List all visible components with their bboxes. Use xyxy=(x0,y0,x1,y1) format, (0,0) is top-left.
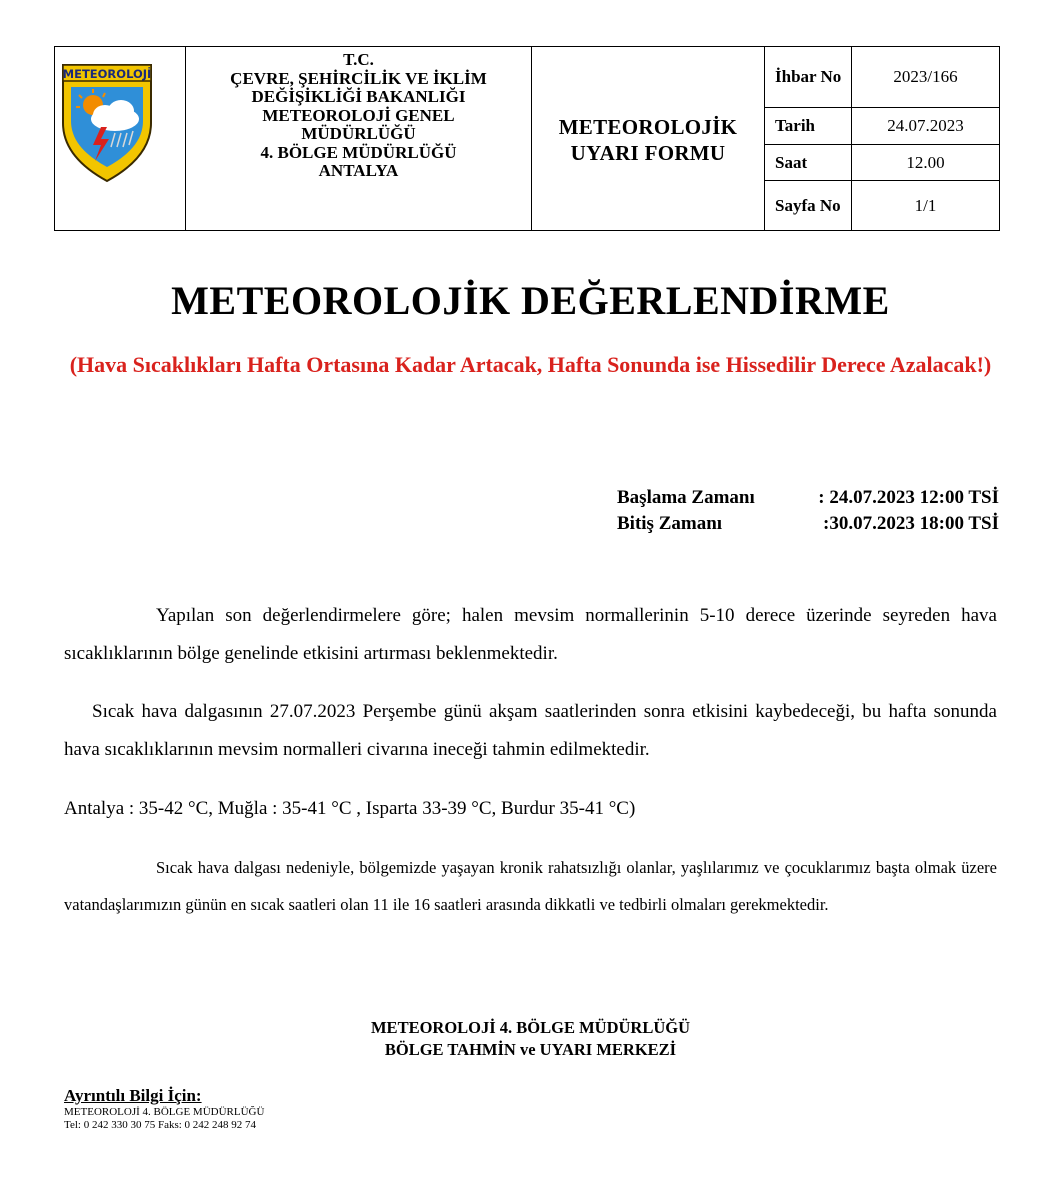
form-title xyxy=(532,114,764,166)
meta-key: İhbar No xyxy=(765,47,852,107)
meta-key: Sayfa No xyxy=(765,181,852,230)
organization-name xyxy=(186,51,531,181)
end-time-value: :30.07.2023 18:00 TSİ xyxy=(823,513,999,534)
org-line: T.C. xyxy=(343,50,374,69)
meta-key: Tarih xyxy=(765,108,852,144)
paragraph-assessment: Yapılan son değerlendirmelere göre; halen mevsim normallerinin 5-10 derece üzerinde seyreden hava sıcaklıklarının bölge genelinde etkisini artırması beklenmektedir. xyxy=(64,605,997,664)
paragraph-heatwave-end: Sıcak hava dalgasının 27.07.2023 Perşembe günü akşam saatlerinden sonra etkisini kaybedeceği, bu hafta sonunda hava sıcaklıklarının mevsim normalleri civarına ineceği tahmin edilmektedir. xyxy=(64,701,997,760)
start-time-value: : 24.07.2023 12:00 TSİ xyxy=(818,487,999,508)
header-table xyxy=(54,46,1000,231)
meta-key: Saat xyxy=(765,145,852,180)
paragraph-temperatures: Antalya : 35-42 °C, Muğla : 35-41 °C , Isparta 33-39 °C, Burdur 35-41 °C) xyxy=(64,798,636,819)
end-time-label: Bitiş Zamanı xyxy=(617,513,723,534)
meta-row-ihbar xyxy=(765,47,999,108)
signature-line: METEOROLOJİ 4. BÖLGE MÜDÜRLÜĞÜ xyxy=(370,1018,691,1037)
org-line: MÜDÜRLÜĞÜ xyxy=(301,124,416,143)
meteoroloji-logo xyxy=(59,61,155,183)
validity-times xyxy=(617,485,999,537)
org-line: METEOROLOJİ GENEL xyxy=(262,105,455,125)
form-title-cell xyxy=(532,47,765,230)
start-time-row xyxy=(617,485,999,511)
meta-row-tarih xyxy=(765,108,999,145)
contact-line: Tel: 0 242 330 30 75 Faks: 0 242 248 92 74 xyxy=(64,1119,257,1131)
contact-footer xyxy=(64,1086,264,1132)
logo-text: METEOROLOJİ xyxy=(62,67,152,81)
meta-value: 1/1 xyxy=(914,195,937,215)
meta-value: 12.00 xyxy=(906,152,945,172)
org-line: 4. BÖLGE MÜDÜRLÜĞÜ xyxy=(260,142,457,162)
form-title-line: METEOROLOJİK xyxy=(558,115,738,139)
meta-cell xyxy=(765,47,999,230)
contact-heading: Ayrıntılı Bilgi İçin: xyxy=(64,1086,202,1105)
organization-cell xyxy=(186,47,532,230)
form-title-line: UYARI FORMU xyxy=(570,141,726,165)
signature-line: BÖLGE TAHMİN ve UYARI MERKEZİ xyxy=(384,1040,677,1059)
meta-row-saat xyxy=(765,145,999,181)
paragraph-warning: Sıcak hava dalgası nedeniyle, bölgemizde yaşayan kronik rahatsızlığı olanlar, yaşlılarımız ve çocuklarımız başta olmak üzere vatandaşlarımızın günün en sıcak saatleri olan 11 ile 16 saatleri arasında dikkatli ve tedbirli olmaları gerekmektedir. xyxy=(64,858,997,914)
contact-line: METEOROLOJİ 4. BÖLGE MÜDÜRLÜĞÜ xyxy=(64,1106,265,1118)
org-line: ÇEVRE, ŞEHİRCİLİK VE İKLİM xyxy=(230,68,487,88)
start-time-label: Başlama Zamanı xyxy=(617,487,755,508)
org-line: DEĞİŞİKLİĞİ BAKANLIĞI xyxy=(251,87,466,106)
page-title: METEOROLOJİK DEĞERLENDİRME xyxy=(171,278,890,323)
meta-row-sayfa xyxy=(765,181,999,230)
signature-block xyxy=(0,1017,1061,1061)
org-line: ANTALYA xyxy=(318,161,399,180)
logo-cell xyxy=(55,47,186,230)
meta-value: 2023/166 xyxy=(893,67,958,86)
end-time-row xyxy=(617,511,999,537)
meta-value: 24.07.2023 xyxy=(887,116,964,135)
page-subtitle: (Hava Sıcaklıkları Hafta Ortasına Kadar Artacak, Hafta Sonunda ise Hissedilir Derece Azalacak!) xyxy=(69,352,992,377)
